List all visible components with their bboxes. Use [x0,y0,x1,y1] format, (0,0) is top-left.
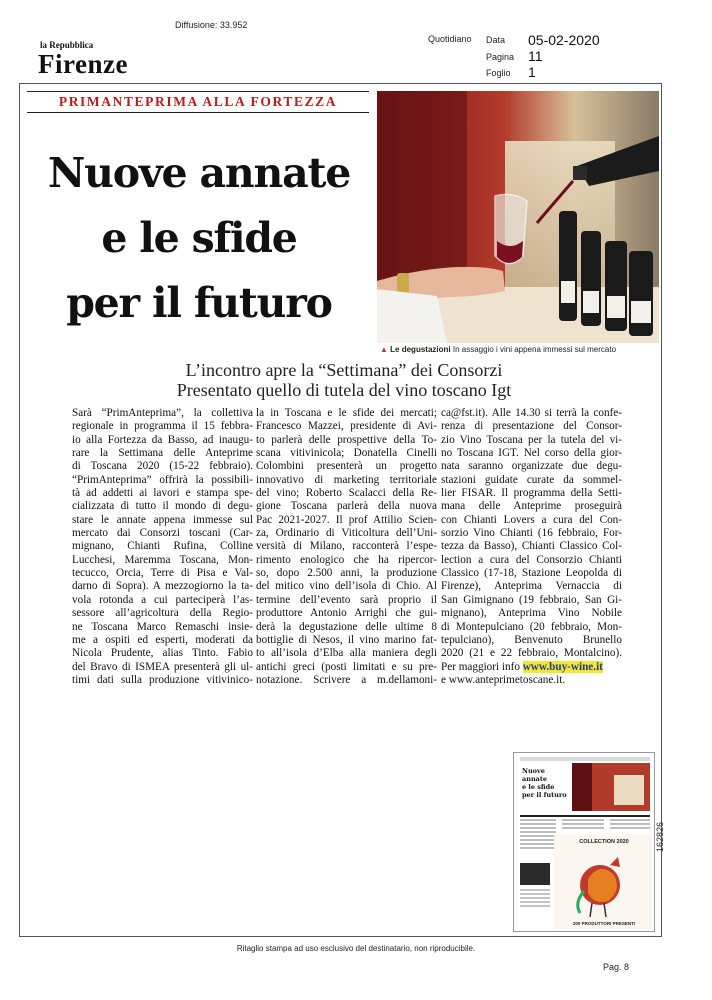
text-line: lection a cura del Consorzio Chianti [441,553,622,566]
text-line: nata saranno organizzate due degu- [441,460,622,473]
text-line: mignano), Anteprima Vino Nobile [441,607,622,620]
text-line: so, dopo 2.500 anni, la produzione [256,567,437,580]
headline-line: e le sfide [101,214,297,262]
headline-line: Nuove annate [47,149,351,197]
text-line: con Chianti Lovers a cura del Con- [441,513,622,526]
text-line: bottiglie di Nesos, il vino marino fat- [256,633,437,646]
text-line: mercato dai Consorzi toscani (Car- [72,527,253,540]
text-line: Nicola Prudente, alias Tinto. Fabio [72,647,253,660]
text-line: la in Toscana e le sfide dei mercati; [256,407,437,419]
sheet-value: 1 [528,64,536,80]
text-line: Francesco Mazzei, presidente di Avi- [256,420,437,433]
article-column-2 [256,407,437,687]
date-value: 05-02-2020 [528,32,600,48]
text-line: io alla Fortezza da Basso, ad inaugu- [72,433,253,446]
headline-line: per il futuro [66,279,332,327]
subheadline: L’incontro apre la “Settimana” dei Consorzi [185,360,503,380]
text-line: tezza da Basso), Chianti Classico Col- [441,540,622,553]
page-value: 11 [528,48,543,64]
text-line: Firenze), Anteprima Vernaccia di [441,580,622,593]
info-prefix: Per maggiori info [441,660,523,673]
text-line: produttore Antonio Arrighi che gui- [256,607,437,620]
text-line: Sarà “PrimAnteprima”, la collettiva [72,407,253,419]
text-line: di Montepulciano (20 febbraio, Mon- [441,620,622,633]
text-line: to parlerà delle prospettive della To- [256,433,437,446]
footer-note: Ritaglio stampa ad uso esclusivo del destinatario, non riproducibile. [236,944,476,953]
text-line: ca@fst.it). Alle 14.30 si terrà la confe- [441,407,622,419]
subheadline: Presentato quello di tutela del vino toscano Igt [176,380,512,400]
text-line: timi dati sulla produzione vitivinico- [72,673,253,686]
page-number: Pag. 8 [603,962,630,972]
text-line: tà ad addetti ai lavori e stampa spe- [72,487,253,500]
caption-triangle-icon: ▲ [380,345,388,354]
text-line: stazioni guidate curate da sommel- [441,473,622,486]
thumbnail-headline: Nuove annate [522,767,548,783]
text-line: “PrimAnteprima” offrirà la possibili- [72,473,253,486]
text-line: sessore all’agricoltura della Regio- [72,607,253,620]
text-line: cializzata di tutto il mondo di degu- [72,500,253,513]
thumbnail-headline: per il futuro [522,791,567,799]
text-line: za, Ordinario di Viticoltura dell’Uni- [256,527,437,540]
text-line: me a ospiti ed esperti, moderati da [72,633,253,646]
text-line: Pac 2021-2027. Il prof Attilio Scien- [256,513,437,526]
buy-wine-link[interactable]: www.buy-wine.it [522,660,603,673]
text-line: mignano, Chianti Rufina, Colline [72,540,253,553]
text-line: scana vitivinicola; Donatella Cinelli [256,447,437,460]
text-line: sorzio Vino Chianti (16 febbraio, For- [441,527,622,540]
caption-text: In assaggio i vini appena immessi sul mercato [452,345,617,354]
text-line: rare la Settimana delle Anteprime [72,447,253,460]
text-line: zio Vino Toscana per la tutela del vi- [441,433,622,446]
text-line: del mitico vino dell’isola di Chio. Al [256,580,437,593]
page-thumbnail [513,752,655,932]
text-line: to all’isola d’Elba alla maniera degli [256,647,437,660]
article-kicker: PRIMANTEPRIMA ALLA FORTEZZA [27,91,369,113]
newspaper-brand: la Repubblica [40,40,94,50]
article-column-3 [441,407,622,687]
newspaper-edition: Firenze [38,49,128,79]
thumbnail-ad-footer: 200 PRODUTTORI PRESENTI [572,921,636,926]
text-line: Colombini presenterà un progetto [256,460,437,473]
thumbnail-headline: e le sfide [522,783,555,791]
thumbnail-ad-title: COLLECTION 2020 [579,839,629,845]
diffusione-label: Diffusione: 33.952 [175,20,248,30]
text-line: versità di Milano, racconterà l’espe- [256,540,437,553]
text-line: del Bravo di ISMEA presenterà gli ul- [72,660,253,673]
info-line [441,661,622,674]
text-line: 2020 (21 e 22 febbraio, Montalcino). [441,647,622,660]
text-line: notazione. Scrivere a m.dellamoni- [256,673,437,686]
text-line: rimento enologico che ha ripercor- [256,553,437,566]
text-line: termine dell’evento sarà proprio il [256,593,437,606]
clipping-code: 162826 [655,821,665,852]
date-label: Data [486,35,506,45]
text-line: darno di Sopra). A mezzogiorno la ta- [72,580,253,593]
publication-type: Quotidiano [428,34,472,44]
page-label: Pagina [486,52,515,62]
text-line: innovativo di marketing territoriale [256,473,437,486]
text-line: e www.anteprimetoscane.it. [441,673,566,686]
text-line: mana delle Anteprime proseguirà [441,500,622,513]
text-line: regionale in programma il 15 febbra- [72,420,253,433]
text-line: San Gimignano (19 febbraio, San Gi- [441,593,622,606]
article-column-1 [72,407,253,687]
photo-caption [380,345,616,354]
text-line: gione Toscana parlerà della nuova [256,500,437,513]
text-line: Classico (17-18, Stazione Leopolda di [441,567,622,580]
sheet-label: Foglio [486,68,511,78]
text-line: ne Toscana Marco Remaschi insie- [72,620,253,633]
text-line: derà la degustazione delle ultime 8 [256,620,437,633]
text-line: Lucchesi, Maremma Toscana, Mon- [72,553,253,566]
text-line: lier FISAR. Il programma della Setti- [441,487,622,500]
wine-tasting-photo [377,91,659,343]
text-line: no Toscana IGT. Nel corso della gior- [441,447,622,460]
text-line: renza di presentazione del Consor- [441,420,622,433]
text-line: antichi greci (posti limitati e su pre- [256,660,437,673]
text-line: di Toscana 2020 (15-22 febbraio). [72,460,253,473]
caption-title: Le degustazioni [390,345,451,354]
text-line: vola rotonda a cui parteciperà l’as- [72,593,253,606]
text-line: tepulciano), Benvenuto Brunello [441,633,622,646]
text-line: del vino; Roberto Scalacci della Re- [256,487,437,500]
text-line: tecucco, Orcia, Terre di Pisa e Val- [72,567,253,580]
text-line: stare le annate appena immesse sul [72,513,253,526]
